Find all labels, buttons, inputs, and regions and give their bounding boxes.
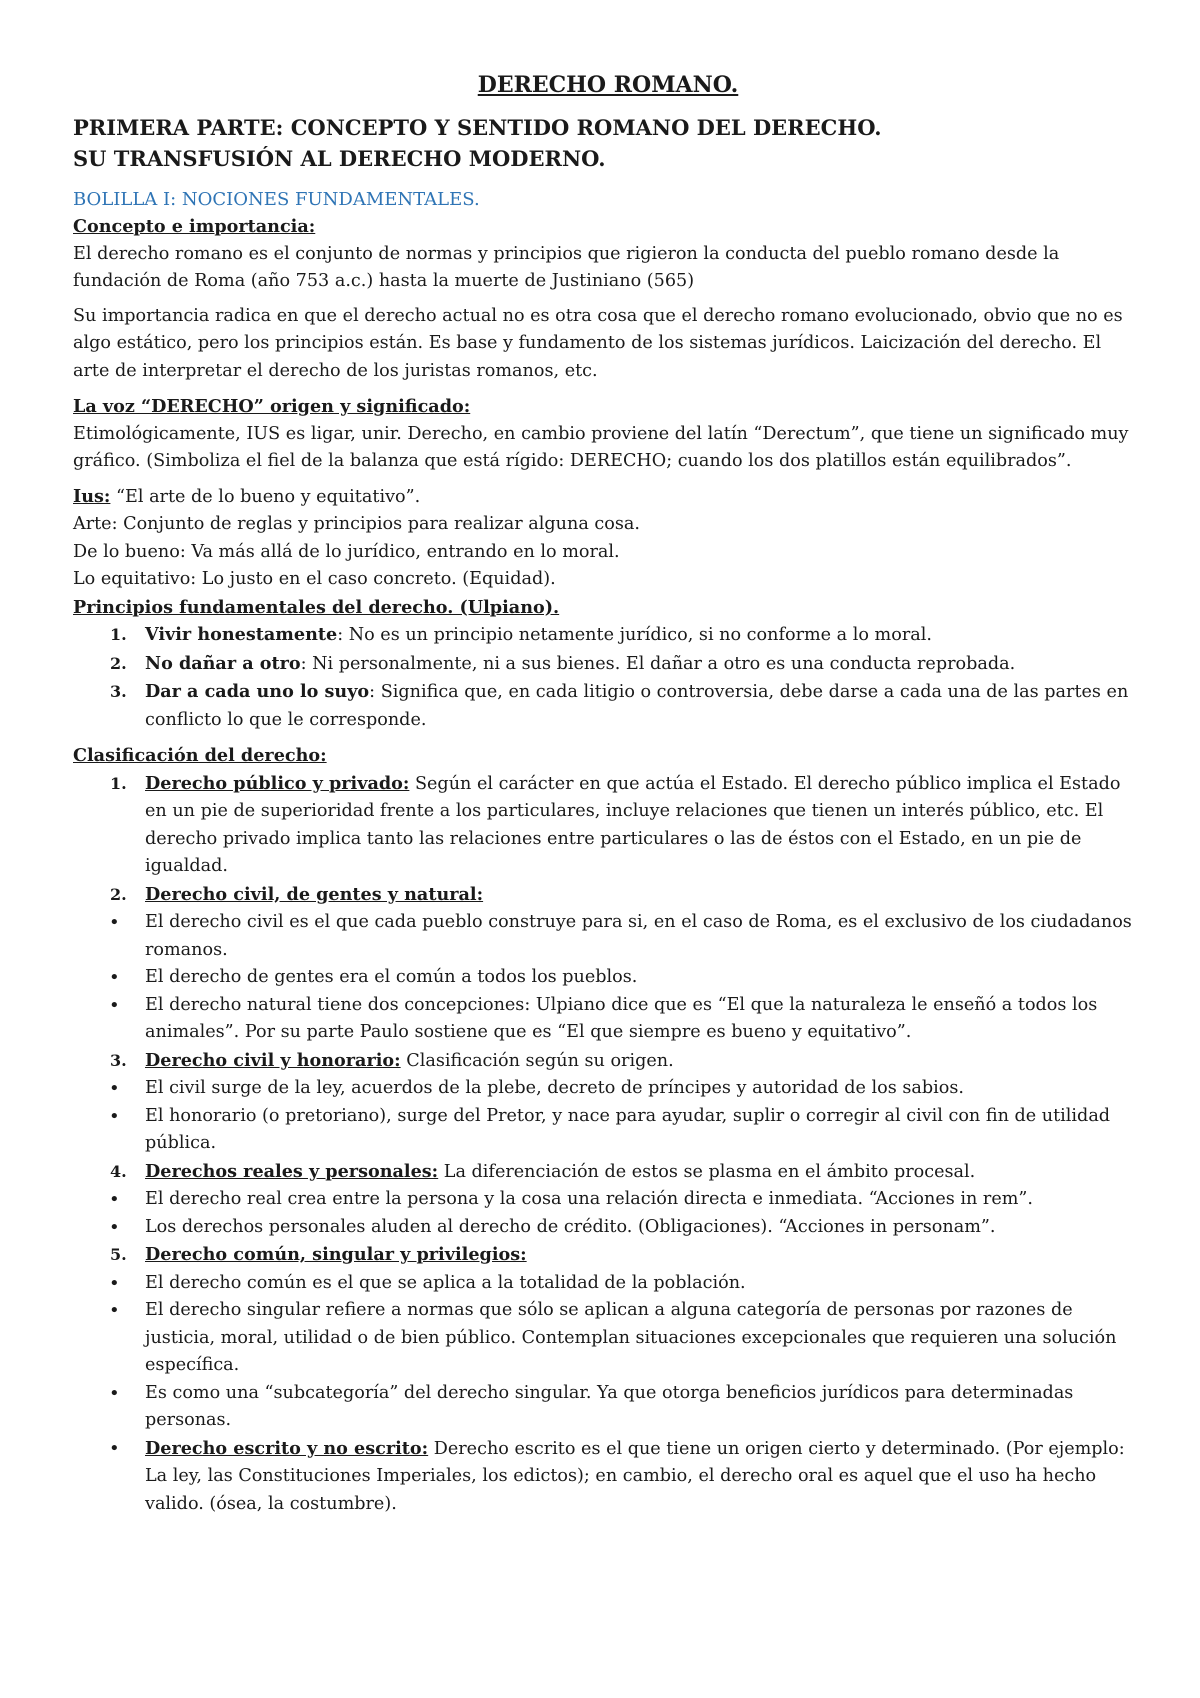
clasificacion-label: Derecho escrito y no escrito: <box>145 1437 429 1459</box>
section-heading-principios: Principios fundamentales del derecho. (Ulpiano). <box>73 596 560 618</box>
part-heading-line-1: PRIMERA PARTE: CONCEPTO Y SENTIDO ROMANO DEL DERECHO. <box>73 115 882 140</box>
clasificacion-item-publico <box>73 770 1143 881</box>
principio-text: : No es un principio netamente jurídico, si no conforme a lo moral. <box>337 625 932 645</box>
bullet-icon: • <box>109 1437 120 1459</box>
principio-item <box>73 650 1143 679</box>
principios-list <box>73 621 1143 734</box>
principio-label: Vivir honestamente <box>145 624 338 645</box>
list-number: 3. <box>110 1050 127 1070</box>
concepto-paragraph-1: El derecho romano es el conjunto de normas y principios que rigieron la conducta del pueblo romano desde la fundación de Roma (año 753 a.c.) hasta la muerte de Justiniano (565) <box>73 243 1060 291</box>
list-item <box>73 909 1143 964</box>
bullet-text: El derecho natural tiene dos concepciones: Ulpiano dice que es “El que la naturaleza le enseñó a todos los animales”. Por su parte Paulo sostiene que es “El que siempre es bueno y equitativo”. <box>145 994 1098 1042</box>
list-number: 3. <box>110 682 127 701</box>
clasificacion-label: Derecho público y privado: <box>145 772 410 794</box>
principio-text: : Significa que, en cada litigio o controversia, debe darse a cada una de las partes en conflicto lo que le corresponde. <box>145 682 1129 730</box>
list-number: 4. <box>110 1161 127 1181</box>
principio-text: : Ni personalmente, ni a sus bienes. El dañar a otro es una conducta reprobada. <box>300 653 1016 674</box>
bullet-text: El civil surge de la ley, acuerdos de la plebe, decreto de príncipes y autoridad de los sabios. <box>145 1078 964 1098</box>
list-item <box>73 964 1143 992</box>
clasificacion-label: Derechos reales y personales: <box>145 1160 439 1182</box>
bolilla-heading: BOLILLA I: NOCIONES FUNDAMENTALES. <box>73 189 480 210</box>
principio-label: Dar a cada uno lo suyo <box>145 681 370 702</box>
clasificacion-label: Derecho civil y honorario: <box>145 1049 401 1071</box>
bueno-definition: De lo bueno: Va más allá de lo jurídico, entrando en lo moral. <box>73 541 620 562</box>
bullet-icon: • <box>109 1078 120 1099</box>
bullet-text: El derecho común es el que se aplica a la totalidad de la población. <box>145 1272 746 1293</box>
bullet-icon: • <box>109 1272 120 1294</box>
document-page <box>73 70 1143 1518</box>
clasificacion-text: La diferenciación de estos se plasma en el ámbito procesal. <box>438 1161 976 1182</box>
bullet-text: Los derechos personales aluden al derecho de crédito. (Obligaciones). “Acciones in personam”. <box>145 1216 996 1237</box>
bullet-text: El honorario (o pretoriano), surge del Pretor, y nace para ayudar, suplir o corregir al civil con fin de utilidad pública. <box>145 1105 1111 1153</box>
ius-text: “El arte de lo bueno y equitativo”. <box>110 486 421 507</box>
arte-definition: Arte: Conjunto de reglas y principios para realizar alguna cosa. <box>73 514 640 534</box>
document-title: DERECHO ROMANO. <box>477 72 739 98</box>
list-item <box>73 992 1143 1047</box>
part-heading-line-2: SU TRANSFUSIÓN AL DERECHO MODERNO. <box>73 146 606 171</box>
clasificacion-text: Según el carácter en que actúa el Estado. El derecho público implica el Estado en un pie de superioridad frente a los particulares, incluye relaciones que tienen un interés público, etc. El derecho privado implica tanto las relaciones entre particulares o las de éstos con el Estado, en un pie de igualdad. <box>145 773 1121 876</box>
list-number: 2. <box>110 653 127 673</box>
part-heading <box>73 112 1143 174</box>
bullet-icon: • <box>109 912 120 933</box>
ius-definition <box>73 483 1143 512</box>
list-item <box>73 1075 1143 1103</box>
principio-item <box>73 678 1143 734</box>
list-number: 1. <box>110 625 127 644</box>
bullet-text: El derecho civil es el que cada pueblo construye para si, en el caso de Roma, es el exclusivo de los ciudadanos romanos. <box>145 912 1132 960</box>
list-item <box>73 1297 1143 1380</box>
bullet-icon: • <box>109 1216 120 1238</box>
bullet-icon: • <box>109 1105 120 1127</box>
bullet-text: Es como una “subcategoría” del derecho singular. Ya que otorga beneficios jurídicos para determinadas personas. <box>145 1382 1074 1430</box>
bullet-icon: • <box>109 994 120 1016</box>
clasificacion-item-honorario <box>73 1047 1143 1076</box>
clasificacion-text: Derecho escrito es el que tiene un origen cierto y determinado. (Por ejemplo: La ley, las Constituciones Imperiales, los edictos); en cambio, el derecho oral es aquel que el uso ha hecho valido. (ósea, la costumbre). <box>145 1438 1125 1514</box>
list-item <box>73 1380 1143 1435</box>
bullet-text: El derecho singular refiere a normas que sólo se aplican a alguna categoría de personas por razones de justicia, moral, utilidad o de bien público. Contemplan situaciones excepcionales que requieren una solución específica. <box>145 1300 1117 1375</box>
section-heading-voz-derecho: La voz “DERECHO” origen y significado: <box>73 396 471 417</box>
bullet-icon: • <box>109 1189 120 1210</box>
bullet-text: El derecho de gentes era el común a todos los pueblos. <box>145 967 638 987</box>
list-item <box>73 1103 1143 1158</box>
bullet-icon: • <box>109 1382 120 1404</box>
bullet-icon: • <box>109 967 120 988</box>
clasificacion-item-escrito <box>73 1435 1143 1519</box>
principio-label: No dañar a otro <box>145 652 301 674</box>
principio-item <box>73 621 1143 650</box>
list-number: 1. <box>110 773 127 793</box>
ius-label: Ius: <box>73 485 111 507</box>
bullet-icon: • <box>109 1300 120 1321</box>
concepto-paragraph-2: Su importancia radica en que el derecho actual no es otra cosa que el derecho romano evolucionado, obvio que no es algo estático, pero los principios están. Es base y fundamento de los sistemas jurídicos. Laicización del derecho. El arte de interpretar el derecho de los juristas romanos, etc. <box>73 305 1123 381</box>
clasificacion-list <box>73 770 1143 1519</box>
clasificacion-label: Derecho común, singular y privilegios: <box>145 1244 527 1265</box>
section-heading-clasificacion: Clasificación del derecho: <box>73 745 327 766</box>
bullet-text: El derecho real crea entre la persona y la cosa una relación directa e inmediata. “Acciones in rem”. <box>145 1189 1034 1209</box>
clasificacion-label: Derecho civil, de gentes y natural: <box>145 883 484 905</box>
clasificacion-item-reales <box>73 1158 1143 1187</box>
section-heading-concepto: Concepto e importancia: <box>73 216 316 237</box>
voz-paragraph-1: Etimológicamente, IUS es ligar, unir. Derecho, en cambio proviene del latín “Derectum”, que tiene un significado muy gráfico. (Simboliza el fiel de la balanza que está rígido: DERECHO; cuando los dos platillos están equilibrados”. <box>73 423 1129 471</box>
clasificacion-item-comun <box>73 1241 1143 1270</box>
clasificacion-text: Clasificación según su origen. <box>400 1050 674 1071</box>
equitativo-definition: Lo equitativo: Lo justo en el caso concreto. (Equidad). <box>73 569 556 589</box>
list-number: 2. <box>110 884 127 904</box>
list-item <box>73 1270 1143 1298</box>
list-number: 5. <box>110 1245 127 1264</box>
list-item <box>73 1186 1143 1214</box>
clasificacion-item-civil <box>73 881 1143 910</box>
list-item <box>73 1214 1143 1242</box>
